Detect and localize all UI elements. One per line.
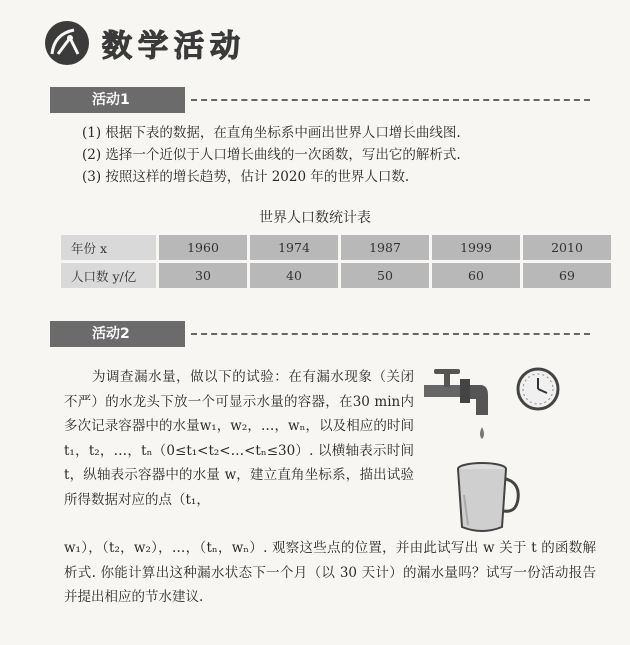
- table-row: [61, 235, 611, 260]
- list-item: (1) 根据下表的数据，在直角坐标系中画出世界人口增长曲线图.: [82, 125, 461, 141]
- divider: [191, 333, 590, 335]
- water-drop-icon: [480, 427, 484, 439]
- activity1-label: 活动1: [50, 87, 185, 113]
- table-cell: 1960: [159, 235, 247, 260]
- clock-icon: [518, 369, 558, 409]
- activity1-list: [82, 122, 582, 188]
- population-table: [58, 232, 614, 291]
- activity2-label: 活动2: [50, 321, 185, 347]
- table-cell: 1974: [250, 235, 338, 260]
- activity1-bar: [50, 87, 590, 113]
- cup-icon: [458, 463, 518, 531]
- table-cell: 2010: [523, 235, 611, 260]
- row-header: 年份 x: [61, 235, 156, 260]
- table-cell: 30: [159, 263, 247, 288]
- activity2-paragraph-continued: w₁），（t₂，w₂），…，（tₙ，wₙ）. 观察这些点的位置，并由此试写出 w 关于 t 的函数解析式. 你能计算出这种漏水状态下一个月（以 30 天计）的漏水量吗？试写一份活动报告并提出相应的节水建议.: [64, 540, 596, 605]
- page-title: 数学活动: [102, 29, 246, 64]
- list-item: (3) 按照这样的增长趋势，估计 2020 年的世界人口数.: [82, 169, 410, 185]
- table-title: 世界人口数统计表: [259, 210, 371, 226]
- table-cell: 50: [341, 263, 429, 288]
- list-item: (2) 选择一个近似于人口增长曲线的一次函数，写出它的解析式.: [82, 147, 461, 163]
- table-cell: 1999: [432, 235, 520, 260]
- activity2-bar: [50, 321, 590, 347]
- activity2-paragraph: 为调查漏水量，做以下的试验：在有漏水现象（关闭不严）的水龙头下放一个可显示水量的容器，在30 min内多次记录容器中的水量w₁，w₂，…，wₙ，以及相应的时间 t₁，t₂，…，tₙ（0≤t₁<t₂<…<tₙ≤30）. 以横轴表示时间 t，纵轴表示容器中的水量 w，建立直角坐标系，描出试验所得数据对应的点（t₁，: [64, 369, 414, 508]
- table-cell: 69: [523, 263, 611, 288]
- faucet-icon: [424, 369, 488, 415]
- table-cell: 1987: [341, 235, 429, 260]
- page-header: [44, 18, 246, 68]
- table-row: [61, 263, 611, 288]
- table-cell: 40: [250, 263, 338, 288]
- table-cell: 60: [432, 263, 520, 288]
- row-header: 人口数 y/亿: [61, 263, 156, 288]
- divider: [191, 99, 590, 101]
- compass-logo-icon: [44, 20, 90, 66]
- faucet-illustration: [420, 365, 570, 540]
